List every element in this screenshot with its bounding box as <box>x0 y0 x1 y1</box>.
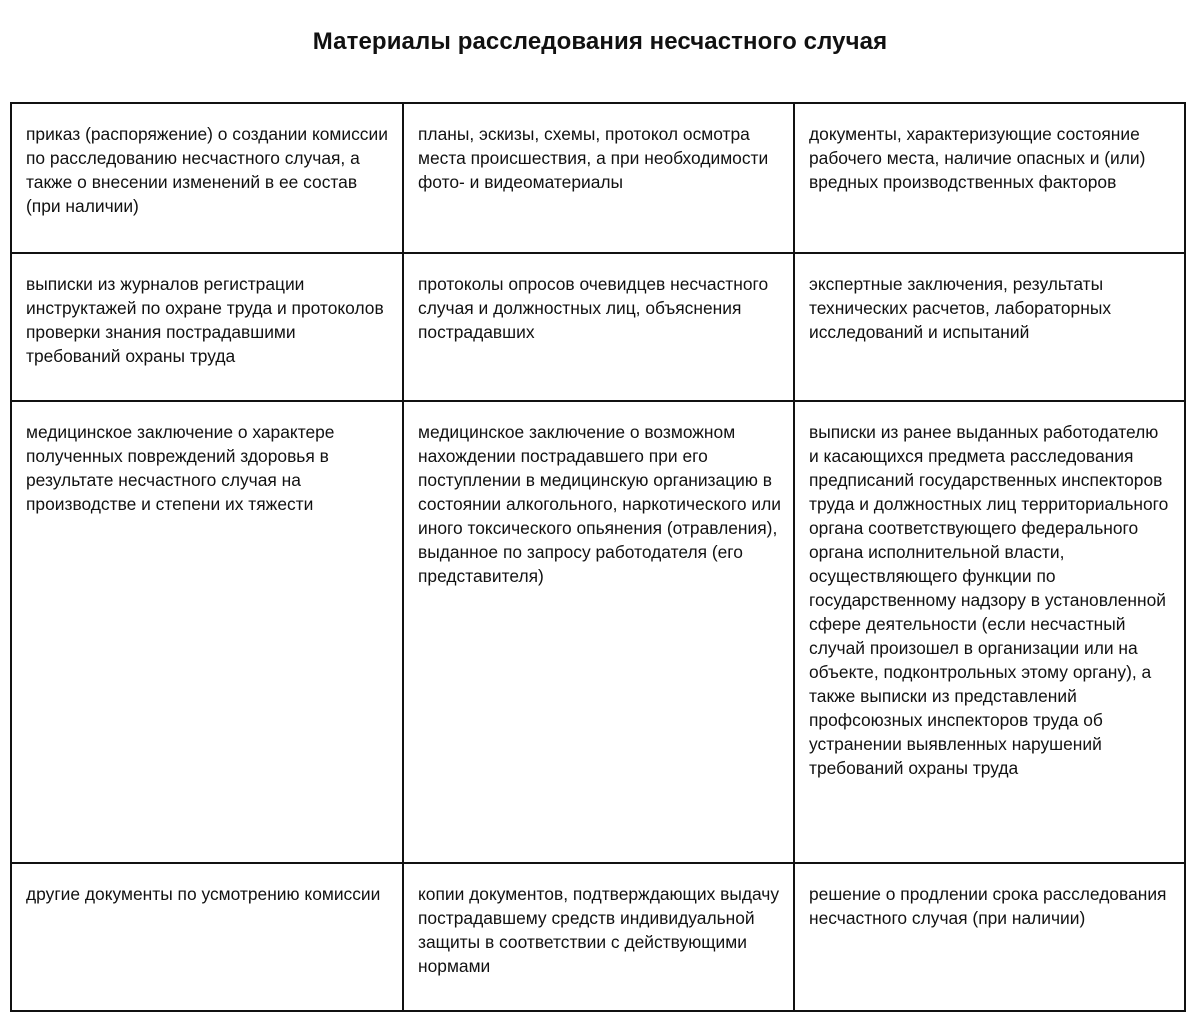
table-cell: планы, эскизы, схемы, протокол осмотра места происшествия, а при необходимости фото- и видеоматериалы <box>404 104 795 254</box>
table-cell: медицинское заключение о возможном нахождении пострадавшего при его поступлении в медицинскую организацию в состоянии алкогольного, наркотического или иного токсического опьянения (отравления), выданное по запросу работодателя (его представителя) <box>404 402 795 864</box>
table-cell: приказ (распоряжение) о создании комиссии по расследованию несчастного случая, а также о внесении изменений в ее состав (при наличии) <box>12 104 404 254</box>
table-cell: выписки из журналов регистрации инструктажей по охране труда и протоколов проверки знания пострадавшими требований охраны труда <box>12 254 404 402</box>
materials-table <box>10 102 1186 1012</box>
table-cell: копии документов, подтверждающих выдачу пострадавшему средств индивидуальной защиты в соответствии с действующими нормами <box>404 864 795 1010</box>
table-cell: медицинское заключение о характере полученных повреждений здоровья в результате несчастного случая на производстве и степени их тяжести <box>12 402 404 864</box>
table-cell: решение о продлении срока расследования несчастного случая (при наличии) <box>809 884 1167 928</box>
table-cell: документы, характеризующие состояние рабочего места, наличие опасных и (или) вредных производственных факторов <box>795 104 1184 254</box>
table-cell: выписки из ранее выданных работодателю и касающихся предмета расследования предписаний государственных инспекторов труда и должностных лиц территориального органа соответствующего федерального органа исполнительной власти, осуществляющего функции по государственному надзору в установленной сфере деятельности (если несчастный случай произошел в организации или на объекте, подконтрольных этому органу), а также выписки из представлений профсоюзных инспекторов труда об устранении выявленных нарушений требований охраны труда <box>795 402 1184 864</box>
table-cell: протоколы опросов очевидцев несчастного случая и должностных лиц, объяснения пострадавших <box>404 254 795 402</box>
table-cell: другие документы по усмотрению комиссии <box>12 864 404 1010</box>
table-cell: экспертные заключения, результаты технических расчетов, лабораторных исследований и испытаний <box>795 254 1184 402</box>
page-title: Материалы расследования несчастного случая <box>312 28 888 55</box>
